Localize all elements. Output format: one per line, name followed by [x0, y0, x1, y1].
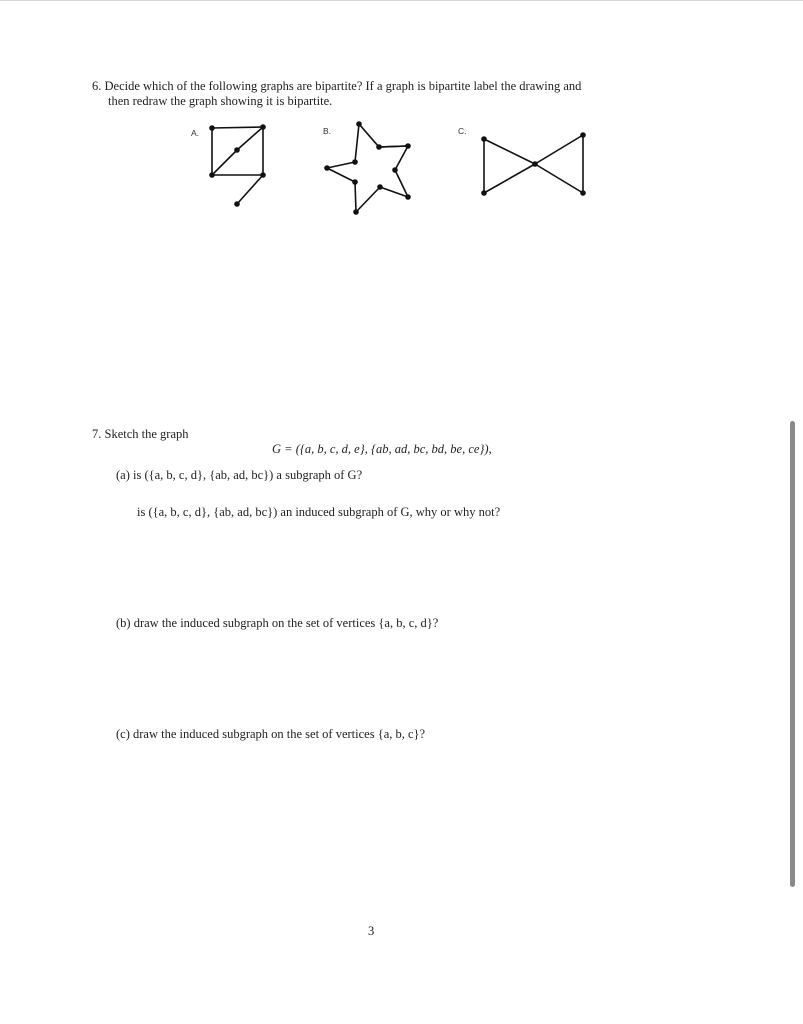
- q7-part-a-followup: is ({a, b, c, d}, {ab, ad, bc}) an induced subgraph of G, why or why not?: [137, 505, 501, 519]
- q6-text-line1: 6. Decide which of the following graphs are bipartite? If a graph is bipartite label the drawing and: [92, 79, 582, 93]
- q7-graph-definition: G = ({a, b, c, d, e}, {ab, ad, bc, bd, be, ce}),: [272, 442, 492, 456]
- graph-c: [0, 0, 803, 260]
- q7-intro: 7. Sketch the graph: [92, 427, 189, 441]
- page-number: 3: [368, 924, 375, 938]
- vertical-scrollbar[interactable]: [790, 421, 795, 887]
- graph-b-label: B.: [323, 126, 332, 136]
- graph-a-label: A.: [191, 128, 200, 138]
- q7-part-b: (b) draw the induced subgraph on the set of vertices {a, b, c, d}?: [116, 616, 439, 630]
- graph-c-label: C.: [458, 126, 467, 136]
- q6-text-line2: then redraw the graph showing it is bipartite.: [108, 94, 333, 108]
- q7-part-c: (c) draw the induced subgraph on the set of vertices {a, b, c}?: [116, 727, 426, 741]
- q7-part-a: (a) is ({a, b, c, d}, {ab, ad, bc}) a subgraph of G?: [116, 468, 363, 482]
